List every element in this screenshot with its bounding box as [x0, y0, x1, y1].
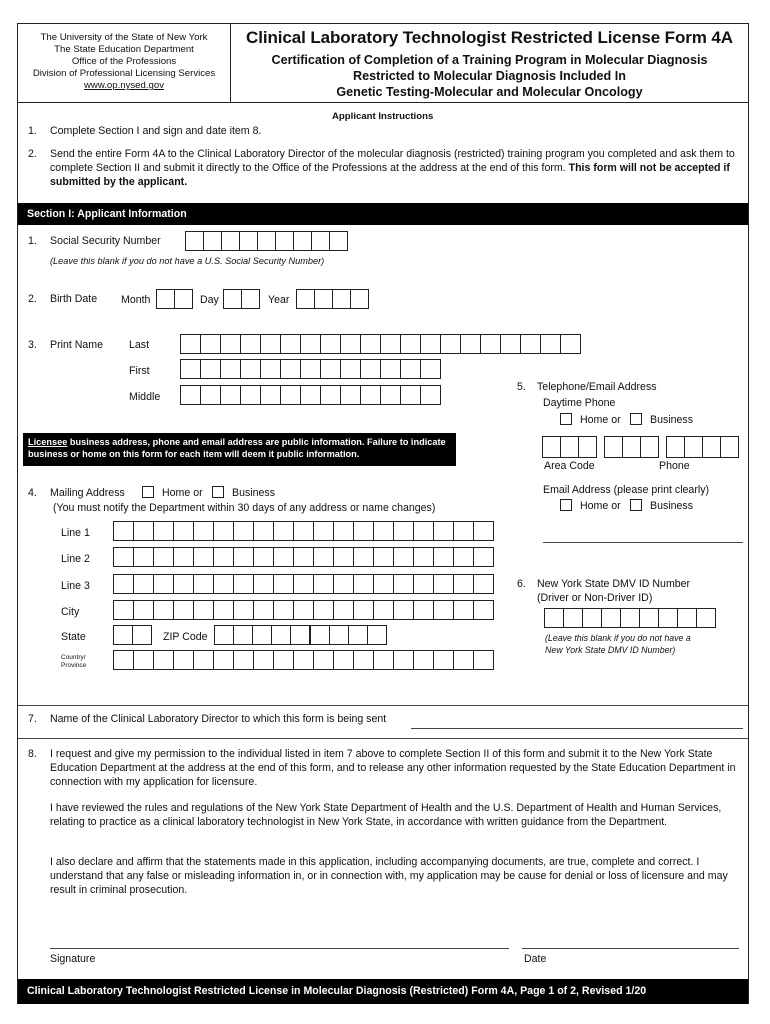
- character-box[interactable]: [400, 334, 421, 354]
- character-box[interactable]: [400, 385, 421, 405]
- character-box[interactable]: [433, 600, 454, 620]
- character-box[interactable]: [313, 600, 334, 620]
- character-box[interactable]: [604, 436, 623, 458]
- character-box[interactable]: [420, 359, 441, 379]
- character-box[interactable]: [353, 521, 374, 541]
- character-box[interactable]: [200, 385, 221, 405]
- character-box[interactable]: [684, 436, 703, 458]
- section-1-header: Section I: Applicant Information: [18, 203, 748, 225]
- character-box[interactable]: [420, 334, 441, 354]
- character-box[interactable]: [213, 650, 234, 670]
- line1-label: Line 1: [61, 527, 90, 539]
- character-box[interactable]: [348, 625, 368, 645]
- character-box[interactable]: [233, 547, 254, 567]
- character-box[interactable]: [113, 600, 134, 620]
- character-box[interactable]: [380, 334, 401, 354]
- character-box[interactable]: [300, 359, 321, 379]
- character-box[interactable]: [293, 574, 314, 594]
- character-box[interactable]: [473, 521, 494, 541]
- character-box[interactable]: [153, 521, 174, 541]
- character-box[interactable]: [280, 334, 301, 354]
- header-divider: [18, 102, 748, 103]
- character-box[interactable]: [578, 436, 597, 458]
- character-box[interactable]: [720, 436, 739, 458]
- instruction-number: 1.: [28, 125, 37, 137]
- phone-label: Phone: [659, 460, 690, 472]
- form-subtitle-1: Certification of Completion of a Training Program in Molecular Diagnosis: [271, 53, 708, 67]
- item-number: 5.: [517, 381, 526, 393]
- instruction-2: Send the entire Form 4A to the Clinical Laboratory Director of the molecular diagnosis (restricted) training program you completed and ask them to complete Section II and submit it directly to the Office of the Professions at the address at the end of this form. This form will not be accepted if submitted by the applicant.: [50, 148, 735, 188]
- character-box[interactable]: [540, 334, 561, 354]
- character-box[interactable]: [453, 574, 474, 594]
- daytime-phone-label: Daytime Phone: [543, 397, 616, 409]
- permission-paragraph: I request and give my permission to the individual listed in item 7 above to complete Section II of this form and submit it to the New York State Education Department at the address at the end of this form, and to release any other information requested by the State Education Department in connection with my application for licensure.: [50, 748, 736, 788]
- character-box[interactable]: [233, 625, 253, 645]
- character-box[interactable]: [453, 600, 474, 620]
- character-box[interactable]: [193, 547, 214, 567]
- character-box[interactable]: [353, 650, 374, 670]
- email-business-label: Business: [650, 500, 693, 512]
- character-box[interactable]: [433, 574, 454, 594]
- phone-prefix-input[interactable]: [605, 436, 659, 458]
- character-box[interactable]: [252, 625, 272, 645]
- instruction-number: 2.: [28, 148, 37, 160]
- character-box[interactable]: [293, 547, 314, 567]
- character-box[interactable]: [113, 574, 134, 594]
- address-line2-input[interactable]: [114, 547, 494, 567]
- character-box[interactable]: [320, 385, 341, 405]
- character-box[interactable]: [153, 650, 174, 670]
- character-box[interactable]: [333, 650, 354, 670]
- zip-input[interactable]: [215, 625, 310, 645]
- email-input-line[interactable]: [543, 542, 743, 543]
- rules-paragraph: I have reviewed the rules and regulations of the New York State Department of Health and the U.S. Department of Health and Human Services, relating to practice as a clinical laboratory technologist in New York State, in accordance with written guidance from the Department.: [50, 802, 722, 828]
- item-number: 6.: [517, 578, 526, 590]
- address-line1-input[interactable]: [114, 521, 494, 541]
- character-box[interactable]: [233, 650, 254, 670]
- character-box[interactable]: [560, 334, 581, 354]
- zip-plus4-input[interactable]: [311, 625, 387, 645]
- character-box[interactable]: [273, 650, 294, 670]
- form-subtitle-3: Genetic Testing-Molecular and Molecular Oncology: [336, 85, 643, 99]
- email-home-checkbox[interactable]: [560, 499, 572, 511]
- item-number: 3.: [28, 339, 37, 351]
- birth-year-input[interactable]: [297, 289, 369, 309]
- character-box[interactable]: [113, 547, 134, 567]
- character-box[interactable]: [353, 600, 374, 620]
- character-box[interactable]: [380, 359, 401, 379]
- item-number: 7.: [28, 713, 37, 725]
- character-box[interactable]: [696, 608, 716, 628]
- character-box[interactable]: [293, 650, 314, 670]
- character-box[interactable]: [433, 650, 454, 670]
- character-box[interactable]: [313, 521, 334, 541]
- instruction-1: Complete Section I and sign and date item 8.: [50, 125, 262, 137]
- character-box[interactable]: [702, 436, 721, 458]
- character-box[interactable]: [113, 650, 134, 670]
- character-box[interactable]: [280, 385, 301, 405]
- signature-label: Signature: [50, 953, 96, 965]
- character-box[interactable]: [271, 625, 291, 645]
- character-box[interactable]: [520, 334, 541, 354]
- character-box[interactable]: [253, 521, 274, 541]
- phone-business-checkbox[interactable]: [630, 413, 642, 425]
- date-line[interactable]: [522, 948, 739, 949]
- character-box[interactable]: [260, 359, 281, 379]
- director-name-input[interactable]: [411, 728, 743, 729]
- character-box[interactable]: [622, 436, 641, 458]
- character-box[interactable]: [560, 436, 579, 458]
- form-title: Clinical Laboratory Technologist Restricted License Form 4A: [246, 28, 733, 47]
- public-info-notice: Licensee business address, phone and email address are public information. Failure to indicate business or home on this form for each item will deem it public information.: [23, 433, 456, 466]
- character-box[interactable]: [253, 547, 274, 567]
- character-box[interactable]: [173, 574, 194, 594]
- department-name: The State Education Department: [54, 44, 194, 55]
- character-box[interactable]: [193, 600, 214, 620]
- character-box[interactable]: [320, 359, 341, 379]
- character-box[interactable]: [173, 650, 194, 670]
- agency-block: [18, 24, 230, 102]
- middle-name-label: Middle: [129, 391, 161, 403]
- character-box[interactable]: [233, 600, 254, 620]
- character-box[interactable]: [173, 521, 194, 541]
- character-box[interactable]: [453, 547, 474, 567]
- first-name-input[interactable]: [181, 359, 441, 379]
- declaration-paragraph: I also declare and affirm that the statements made in this application, including accompanying documents, are true, complete and correct. I understand that any false or misleading information in, or in connection with, my application may be cause for denial or loss of licensure and may result in criminal prosecution.: [50, 856, 728, 896]
- character-box[interactable]: [113, 625, 133, 645]
- character-box[interactable]: [180, 385, 201, 405]
- character-box[interactable]: [273, 521, 294, 541]
- country-input[interactable]: [114, 650, 494, 670]
- character-box[interactable]: [360, 359, 381, 379]
- character-box[interactable]: [253, 574, 274, 594]
- character-box[interactable]: [373, 521, 394, 541]
- character-box[interactable]: [213, 574, 234, 594]
- item-number: 4.: [28, 487, 37, 499]
- character-box[interactable]: [433, 521, 454, 541]
- dmv-label: New York State DMV ID Number: [537, 578, 691, 590]
- character-box[interactable]: [639, 608, 659, 628]
- character-box[interactable]: [582, 608, 602, 628]
- line2-label: Line 2: [61, 553, 90, 565]
- character-box[interactable]: [360, 385, 381, 405]
- character-box[interactable]: [233, 574, 254, 594]
- mail-home-label: Home or: [162, 487, 203, 499]
- character-box[interactable]: [480, 334, 501, 354]
- character-box[interactable]: [413, 600, 434, 620]
- page-footer: Clinical Laboratory Technologist Restricted License in Molecular Diagnosis (Restricted) Form 4A, Page 1 of 2, Revised 1/20: [18, 979, 748, 1004]
- character-box[interactable]: [133, 650, 154, 670]
- character-box[interactable]: [260, 334, 281, 354]
- character-box[interactable]: [542, 436, 561, 458]
- character-box[interactable]: [393, 650, 414, 670]
- character-box[interactable]: [340, 385, 361, 405]
- character-box[interactable]: [173, 547, 194, 567]
- character-box[interactable]: [333, 547, 354, 567]
- character-box[interactable]: [113, 521, 134, 541]
- character-box[interactable]: [180, 334, 201, 354]
- character-box[interactable]: [293, 600, 314, 620]
- first-name-label: First: [129, 365, 150, 377]
- character-box[interactable]: [620, 608, 640, 628]
- character-box[interactable]: [473, 600, 494, 620]
- character-box[interactable]: [133, 574, 154, 594]
- character-box[interactable]: [153, 547, 174, 567]
- state-input[interactable]: [114, 625, 152, 645]
- character-box[interactable]: [220, 334, 241, 354]
- item-number: 1.: [28, 235, 37, 247]
- dmv-sublabel: (Driver or Non-Driver ID): [537, 592, 653, 604]
- dmv-note: (Leave this blank if you do not have a New York State DMV ID Number): [545, 633, 691, 655]
- character-box[interactable]: [193, 574, 214, 594]
- character-box[interactable]: [193, 650, 214, 670]
- website-link[interactable]: www.op.nysed.gov: [84, 80, 164, 91]
- item-number: 2.: [28, 293, 37, 305]
- character-box[interactable]: [290, 625, 310, 645]
- birth-month-input[interactable]: [157, 289, 193, 309]
- character-box[interactable]: [213, 600, 234, 620]
- country-label: Country/ Province: [61, 654, 87, 669]
- character-box[interactable]: [666, 436, 685, 458]
- character-box[interactable]: [333, 600, 354, 620]
- character-box[interactable]: [340, 359, 361, 379]
- character-box[interactable]: [133, 521, 154, 541]
- phone-line-input[interactable]: [667, 436, 739, 458]
- state-label: State: [61, 631, 86, 643]
- divider: [18, 705, 748, 706]
- email-label: Email Address (please print clearly): [543, 484, 710, 496]
- character-box[interactable]: [393, 600, 414, 620]
- character-box[interactable]: [433, 547, 454, 567]
- character-box[interactable]: [500, 334, 521, 354]
- character-box[interactable]: [220, 385, 241, 405]
- date-label: Date: [524, 953, 547, 965]
- character-box[interactable]: [313, 574, 334, 594]
- last-name-input[interactable]: [181, 334, 581, 354]
- character-box[interactable]: [601, 608, 621, 628]
- character-box[interactable]: [400, 359, 421, 379]
- character-box[interactable]: [640, 436, 659, 458]
- character-box[interactable]: [360, 334, 381, 354]
- character-box[interactable]: [200, 334, 221, 354]
- university-name: The University of the State of New York: [40, 32, 208, 43]
- director-label: Name of the Clinical Laboratory Director to which this form is being sent: [50, 713, 387, 725]
- character-box[interactable]: [373, 547, 394, 567]
- character-box[interactable]: [240, 334, 261, 354]
- character-box[interactable]: [413, 650, 434, 670]
- dmv-id-input[interactable]: [545, 608, 716, 628]
- character-box[interactable]: [253, 600, 274, 620]
- character-box[interactable]: [473, 574, 494, 594]
- mailing-address-label: Mailing Address: [50, 487, 125, 499]
- character-box[interactable]: [313, 650, 334, 670]
- title-block: [230, 24, 748, 102]
- address-line3-input[interactable]: [114, 574, 494, 594]
- area-code-input[interactable]: [543, 436, 597, 458]
- character-box[interactable]: [132, 625, 152, 645]
- division-name: Division of Professional Licensing Services: [32, 68, 216, 79]
- ssn-note: (Leave this blank if you do not have a U.S. Social Security Number): [50, 256, 325, 266]
- character-box[interactable]: [440, 334, 461, 354]
- character-box[interactable]: [393, 547, 414, 567]
- phone-business-label: Business: [650, 414, 693, 426]
- character-box[interactable]: [133, 600, 154, 620]
- character-box[interactable]: [180, 359, 201, 379]
- character-box[interactable]: [367, 625, 387, 645]
- character-box[interactable]: [413, 521, 434, 541]
- office-name: Office of the Professions: [71, 56, 177, 67]
- character-box[interactable]: [413, 574, 434, 594]
- character-box[interactable]: [320, 334, 341, 354]
- character-box[interactable]: [353, 547, 374, 567]
- character-box[interactable]: [280, 359, 301, 379]
- year-label: Year: [268, 294, 290, 306]
- ssn-input[interactable]: [186, 231, 348, 251]
- middle-name-input[interactable]: [181, 385, 441, 405]
- character-box[interactable]: [273, 600, 294, 620]
- character-box[interactable]: [193, 521, 214, 541]
- character-box[interactable]: [544, 608, 564, 628]
- character-box[interactable]: [329, 625, 349, 645]
- character-box[interactable]: [353, 574, 374, 594]
- phone-home-label: Home or: [580, 414, 621, 426]
- ssn-label: Social Security Number: [50, 235, 161, 247]
- divider: [18, 738, 748, 739]
- character-box[interactable]: [413, 547, 434, 567]
- instructions-heading: Applicant Instructions: [332, 111, 434, 122]
- phone-home-checkbox[interactable]: [560, 413, 572, 425]
- character-box[interactable]: [300, 385, 321, 405]
- address-change-note: (You must notify the Department within 30 days of any address or name changes): [53, 502, 436, 514]
- character-box[interactable]: [333, 574, 354, 594]
- zip-label: ZIP Code: [163, 631, 208, 643]
- character-box[interactable]: [373, 600, 394, 620]
- email-business-checkbox[interactable]: [630, 499, 642, 511]
- character-box[interactable]: [213, 547, 234, 567]
- mail-business-checkbox[interactable]: [212, 486, 224, 498]
- character-box[interactable]: [393, 574, 414, 594]
- character-box[interactable]: [173, 600, 194, 620]
- character-box[interactable]: [300, 334, 321, 354]
- character-box[interactable]: [214, 625, 234, 645]
- line3-label: Line 3: [61, 580, 90, 592]
- character-box[interactable]: [373, 574, 394, 594]
- character-box[interactable]: [273, 574, 294, 594]
- character-box[interactable]: [213, 521, 234, 541]
- character-box[interactable]: [153, 600, 174, 620]
- email-home-label: Home or: [580, 500, 621, 512]
- signature-line[interactable]: [50, 948, 509, 949]
- area-code-label: Area Code: [544, 460, 595, 472]
- day-label: Day: [200, 294, 219, 306]
- character-box[interactable]: [420, 385, 441, 405]
- character-box[interactable]: [233, 521, 254, 541]
- month-label: Month: [121, 294, 151, 306]
- city-input[interactable]: [114, 600, 494, 620]
- form-subtitle-2: Restricted to Molecular Diagnosis Included In: [353, 69, 626, 83]
- character-box[interactable]: [393, 521, 414, 541]
- phone-email-label: Telephone/Email Address: [537, 381, 657, 393]
- character-box[interactable]: [563, 608, 583, 628]
- character-box[interactable]: [240, 359, 261, 379]
- character-box[interactable]: [453, 650, 474, 670]
- character-box[interactable]: [473, 547, 494, 567]
- character-box[interactable]: [273, 547, 294, 567]
- character-box[interactable]: [293, 521, 314, 541]
- character-box[interactable]: [333, 521, 354, 541]
- character-box[interactable]: [340, 334, 361, 354]
- character-box[interactable]: [380, 385, 401, 405]
- character-box[interactable]: [658, 608, 678, 628]
- character-box[interactable]: [473, 650, 494, 670]
- character-box[interactable]: [220, 359, 241, 379]
- character-box[interactable]: [453, 521, 474, 541]
- character-box[interactable]: [373, 650, 394, 670]
- character-box[interactable]: [313, 547, 334, 567]
- character-box[interactable]: [310, 625, 330, 645]
- character-box[interactable]: [240, 385, 261, 405]
- character-box[interactable]: [153, 574, 174, 594]
- character-box[interactable]: [260, 385, 281, 405]
- character-box[interactable]: [133, 547, 154, 567]
- mail-home-checkbox[interactable]: [142, 486, 154, 498]
- last-name-label: Last: [129, 339, 150, 351]
- birth-day-input[interactable]: [224, 289, 260, 309]
- item-number: 8.: [28, 748, 37, 760]
- birth-date-label: Birth Date: [50, 293, 98, 305]
- character-box[interactable]: [253, 650, 274, 670]
- character-box[interactable]: [677, 608, 697, 628]
- character-box[interactable]: [460, 334, 481, 354]
- character-box[interactable]: [200, 359, 221, 379]
- mail-business-label: Business: [232, 487, 275, 499]
- city-label: City: [61, 606, 80, 618]
- print-name-label: Print Name: [50, 339, 103, 351]
